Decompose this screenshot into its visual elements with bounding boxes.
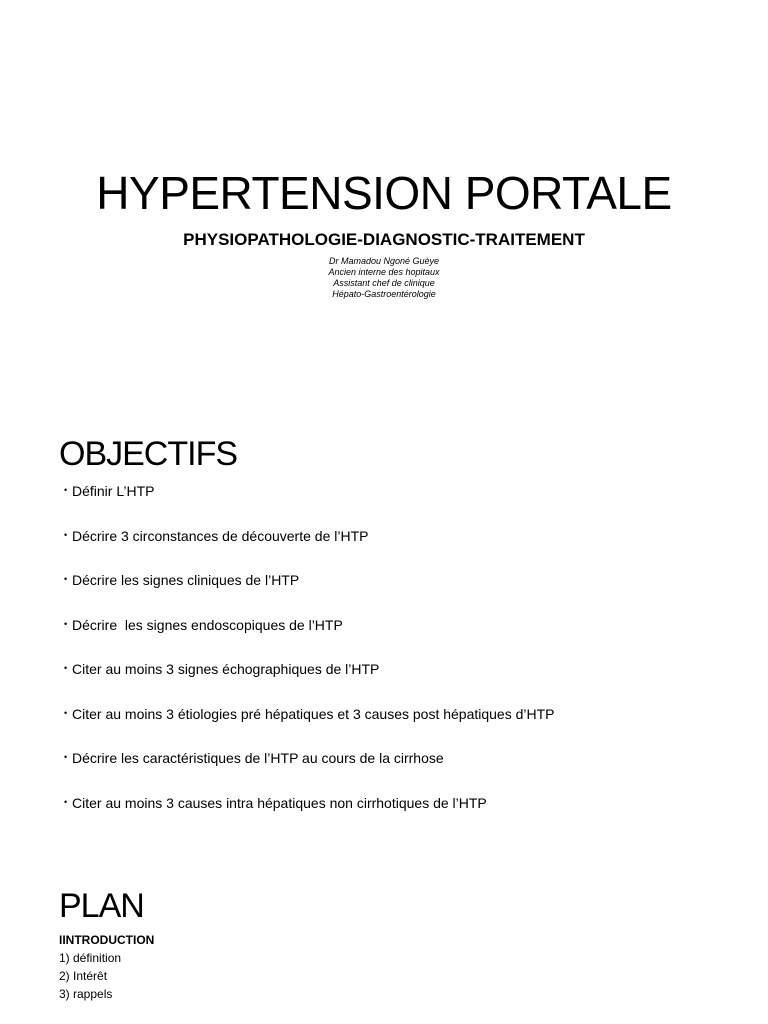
objectives-title: OBJECTIFS xyxy=(59,435,238,473)
objective-text: Décrire les caractéristiques de l’HTP au cours de la cirrhose xyxy=(72,750,444,766)
objective-text: Définir L’HTP xyxy=(72,483,155,499)
list-item xyxy=(64,482,555,527)
objective-text: Citer au moins 3 signes échographiques de l’HTP xyxy=(72,661,380,677)
bullet-icon: • xyxy=(64,529,68,540)
list-item xyxy=(64,616,555,661)
plan-heading: IINTRODUCTION xyxy=(59,933,155,947)
plan-slide xyxy=(0,870,768,1024)
list-item xyxy=(64,749,555,794)
bullet-icon: • xyxy=(64,618,68,629)
objective-text: Décrire les signes cliniques de l’HTP xyxy=(72,572,300,588)
plan-title: PLAN xyxy=(59,887,144,925)
list-item xyxy=(64,660,555,705)
list-item: 2) Intérêt xyxy=(59,969,108,983)
objective-text: Décrire 3 circonstances de découverte de l’HTP xyxy=(72,527,369,544)
objective-text: Citer au moins 3 causes intra hépatiques non cirrhotiques de l’HTP xyxy=(72,794,487,811)
bullet-icon: • xyxy=(64,663,68,673)
list-item xyxy=(64,527,555,572)
objective-text: Décrire les signes endoscopiques de l’HTP xyxy=(72,616,343,633)
author-role-1: Ancien interne des hopitaux xyxy=(328,267,440,277)
bullet-icon: • xyxy=(64,796,68,807)
presentation-title: HYPERTENSION PORTALE xyxy=(96,167,672,219)
author-block xyxy=(0,256,768,300)
plan-list xyxy=(59,949,121,1003)
objectives-list xyxy=(64,482,555,838)
list-item xyxy=(64,571,555,616)
author-specialty: Hépato-Gastroentérologie xyxy=(332,289,436,299)
list-item xyxy=(64,794,555,839)
list-item: 3) rappels xyxy=(59,987,113,1001)
bullet-icon: • xyxy=(64,485,68,495)
list-item xyxy=(64,705,555,750)
objective-text: Citer au moins 3 étiologies pré hépatiques et 3 causes post hépatiques d’HTP xyxy=(72,705,555,722)
author-name: Dr Mamadou Ngoné Guèye xyxy=(328,256,440,266)
bullet-icon: • xyxy=(64,574,68,584)
author-role-2: Assistant chef de clinique xyxy=(333,278,435,288)
bullet-icon: • xyxy=(64,752,68,762)
list-item: 1) définition xyxy=(59,951,122,965)
objectives-slide xyxy=(0,410,768,860)
title-slide xyxy=(0,0,768,410)
bullet-icon: • xyxy=(64,707,68,718)
presentation-subtitle: PHYSIOPATHOLOGIE-DIAGNOSTIC-TRAITEMENT xyxy=(183,230,585,249)
